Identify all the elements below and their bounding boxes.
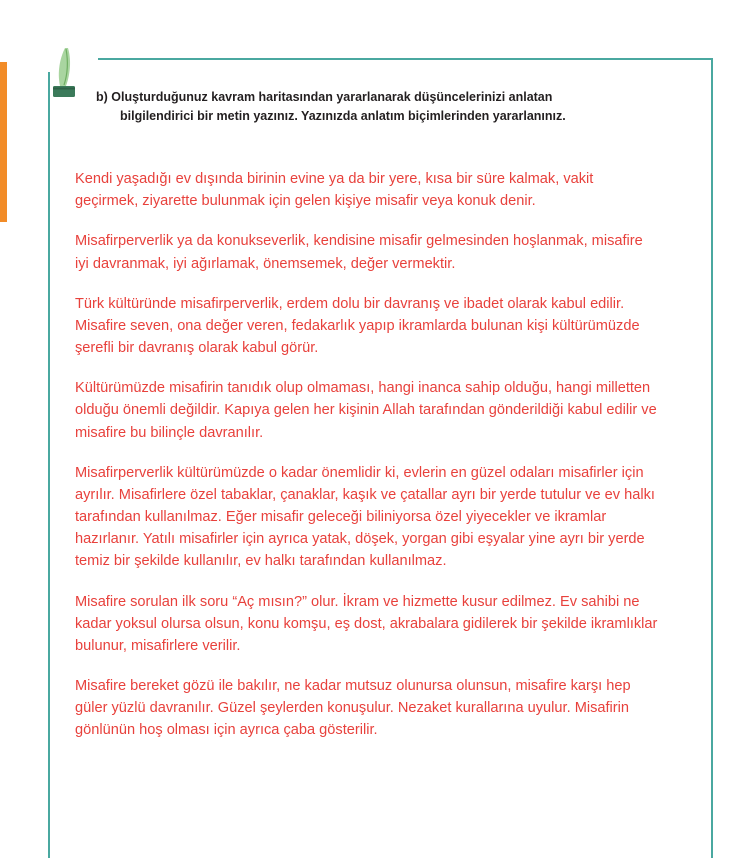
article-paragraph: Misafirperverlik ya da konukseverlik, kendisine misafir gelmesinden hoşlanmak, misafire iyi davranmak, iyi ağırlamak, önemsemek, değer vermektir. [75, 233, 643, 272]
article-paragraph: Türk kültüründe misafirperverlik, erdem dolu bir davranış ve ibadet olarak kabul edilir. Misafire seven, ona değer veren, fedakarlık yapıp ikramlarda bulunan kişi kültürümüzde şerefli bir davranış olarak kabul görür. [75, 295, 640, 357]
article-paragraph: Misafirperverlik kültürümüzde o kadar önemlidir ki, evlerin en güzel odaları misafirler için ayrılır. Misafirlere özel tabaklar, çanaklar, kaşık ve çatallar ayrı bir yerde tutulur ve ev halkı tarafından kullanılmaz. Eğer misafir geleceği biliniyorsa özel yiyecekler ve ikramlar hazırlanır. Yatılı misafirler için ayrıca yatak, döşek, yorgan gibi eşyalar yine ayrı bir yerde temiz bir şekilde kullanılır, ev halkı tarafından kullanılmaz. [75, 464, 655, 570]
instruction-line-2: bilgilendirici bir metin yazınız. Yazınızda anlatım biçimlerinden yararlanınız. [120, 108, 566, 123]
instruction-block [96, 88, 686, 126]
article-body [75, 168, 659, 742]
page-edge-marker [0, 62, 7, 222]
article-paragraph: Kendi yaşadığı ev dışında birinin evine ya da bir yere, kısa bir süre kalmak, vakit geçirmek, ziyarette bulunmak için gelen kişiye misafir veya konuk denir. [75, 171, 594, 210]
article-paragraph: Kültürümüzde misafirin tanıdık olup olmaması, hangi inanca sahip olduğu, hangi milletten olduğu önemli değildir. Kapıya gelen her kişinin Allah tarafından gönderildiği kabul edilir ve misafire bu bilinçle davranılır. [75, 380, 657, 441]
article-paragraph: Misafire sorulan ilk soru “Aç mısın?” olur. İkram ve hizmette kusur edilmez. Ev sahibi ne kadar yoksul olursa olsun, konu komşu, eş dost, akrabalara gidilerek bir şekilde ikramlıklar bulunur, misafirlere verilir. [75, 593, 658, 654]
quill-pen-icon [44, 46, 88, 108]
instruction-line-1: Oluşturduğunuz kavram haritasından yararlanarak düşüncelerinizi anlatan [111, 90, 553, 104]
instruction-marker: b) [96, 90, 108, 104]
article-paragraph: Misafire bereket gözü ile bakılır, ne kadar mutsuz olunursa olunsun, misafire karşı hep güler yüzlü davranılır. Güzel şeylerden konuşulur. Nezaket kurallarına uyulur. Misafirin gönlünün hoş olması için ayrıca çaba gösterilir. [75, 678, 631, 739]
